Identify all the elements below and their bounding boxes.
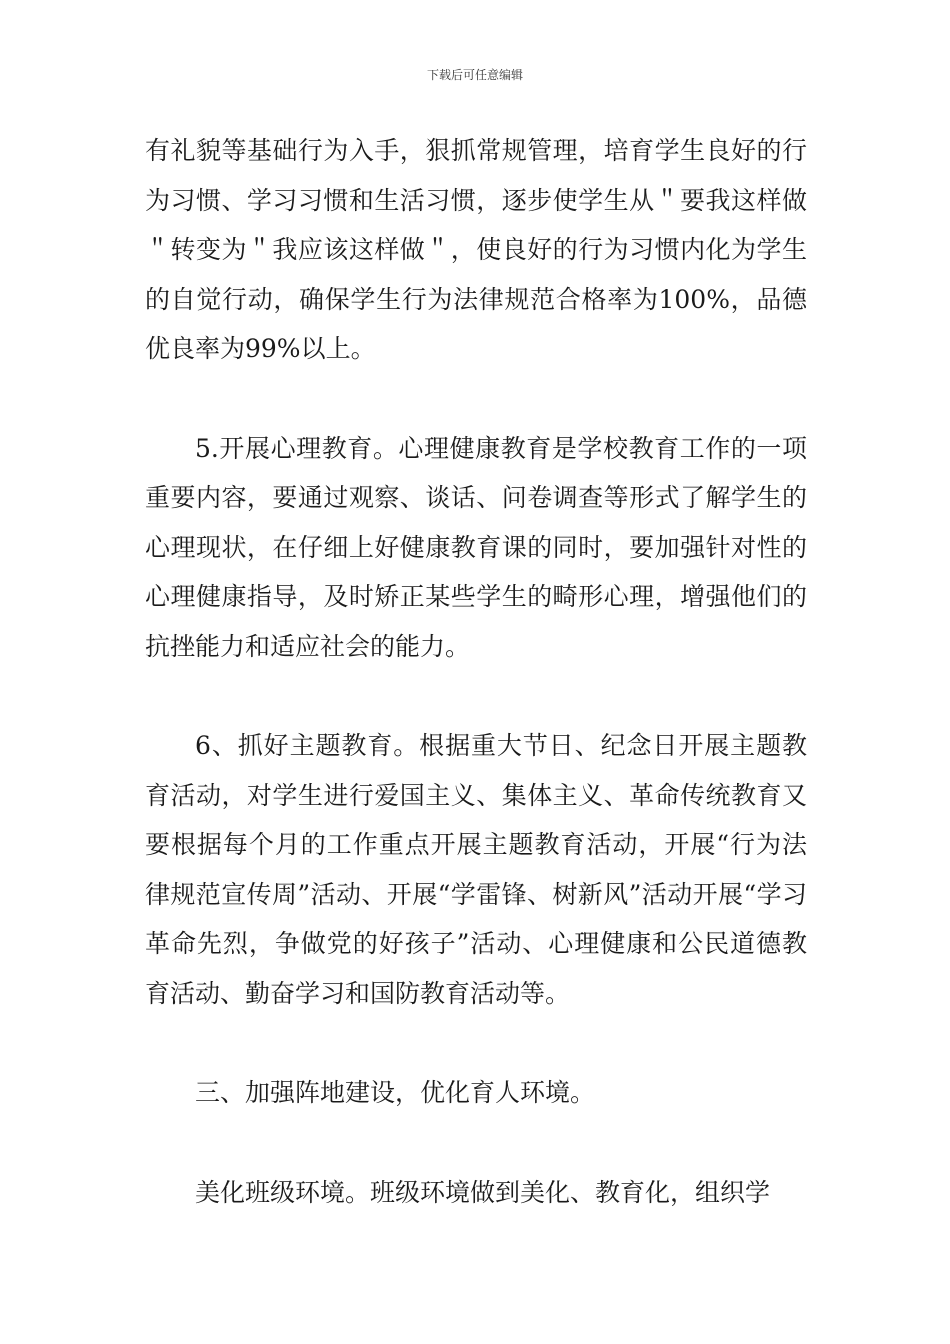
paragraph-behavior-habits: 有礼貌等基础行为入手，狠抓常规管理，培育学生良好的行为习惯、学习习惯和生活习惯，逐步使学生从＂要我这样做＂转变为＂我应该这样做＂，使良好的行为习惯内化为学生的自觉行动，确保学生行为法律规范合格率为100%，品德优良率为99%以上。 [145, 136, 807, 363]
section-heading-environment: 三、加强阵地建设，优化育人环境。 [195, 1078, 596, 1107]
paragraph-class-environment: 美化班级环境。班级环境做到美化、教育化，组织学 [195, 1177, 771, 1207]
paragraph-psychological-education: 5.开展心理教育。心理健康教育是学校教育工作的一项重要内容，要通过观察、谈话、问卷调查等形式了解学生的心理现状，在仔细上好健康教育课的同时，要加强针对性的心理健康指导，及时矫正某些学生的畸形心理，增强他们的抗挫能力和适应社会的能力。 [145, 433, 807, 661]
document-body [145, 126, 807, 1217]
page-header: 下载后可任意编辑 [426, 68, 523, 82]
paragraph-theme-education: 6、抓好主题教育。根据重大节日、纪念日开展主题教育活动，对学生进行爱国主义、集体主义、革命传统教育又要根据每个月的工作重点开展主题教育活动，开展“行为法律规范宣传周”活动、开展“学雷锋、树新风”活动开展“学习革命先烈，争做党的好孩子”活动、心理健康和公民道德教育活动、勤奋学习和国防教育活动等。 [145, 731, 807, 1008]
